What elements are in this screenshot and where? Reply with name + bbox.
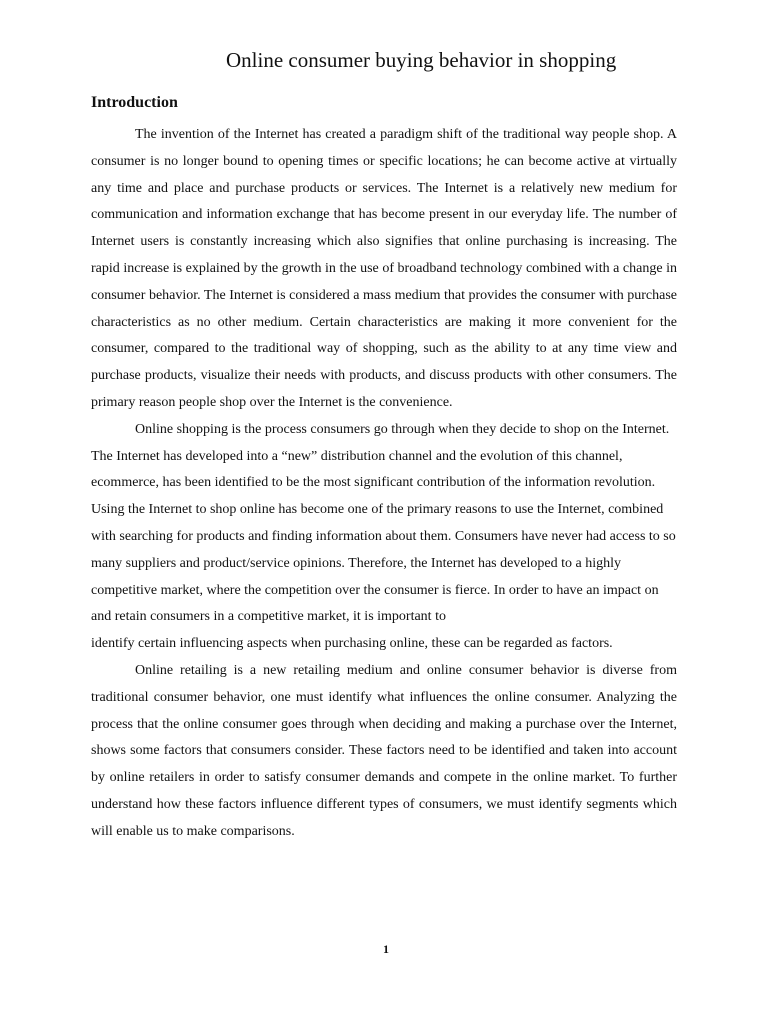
body-text: [91, 122, 677, 846]
page-number: 1: [383, 942, 389, 956]
document-title: Online consumer buying behavior in shopping: [226, 48, 617, 72]
paragraph-3: Online retailing is a new retailing medium and online consumer behavior is diverse from traditional consumer behavior, one must identify what influences the online consumer. Analyzing the process that the online consumer goes through when deciding and making a purchase over the Internet, shows some factors that consumers consider. These factors need to be identified and taken into account by online retailers in order to satisfy consumer demands and compete in the online market. To further understand how these factors influence different types of consumers, we must identify segments which will enable us to make comparisons.: [91, 662, 677, 839]
paragraph-2-continued: identify certain influencing aspects when purchasing online, these can be regarded as factors.: [91, 636, 613, 652]
section-heading-introduction: Introduction: [91, 94, 178, 111]
paragraph-1: The invention of the Internet has created a paradigm shift of the traditional way people shop. A consumer is no longer bound to opening times or specific locations; he can become active at virtually any time and place and purchase products or services. The Internet is a relatively new medium for communication and information exchange that has become present in our everyday life. The number of Internet users is constantly increasing which also signifies that online purchasing is increasing. The rapid increase is explained by the growth in the use of broadband technology combined with a change in consumer behavior. The Internet is considered a mass medium that provides the consumer with purchase characteristics as no other medium. Certain characteristics are making it more convenient for the consumer, compared to the traditional way of shopping, such as the ability to at any time view and purchase products, visualize their needs with products, and discuss products with other consumers. The primary reason people shop over the Internet is the convenience.: [91, 127, 677, 410]
paragraph-2: Online shopping is the process consumers go through when they decide to shop on the Internet. The Internet has developed into a “new” distribution channel and the evolution of this channel, ecommerce, has been identified to be the most significant contribution of the information revolution. Using the Internet to shop online has become one of the primary reasons to use the Internet, combined with searching for products and finding information about them. Consumers have never had access to so many suppliers and product/service opinions. Therefore, the Internet has developed to a highly competitive market, where the competition over the consumer is fierce. In order to have an impact on and retain consumers in a competitive market, it is important to: [91, 421, 676, 625]
